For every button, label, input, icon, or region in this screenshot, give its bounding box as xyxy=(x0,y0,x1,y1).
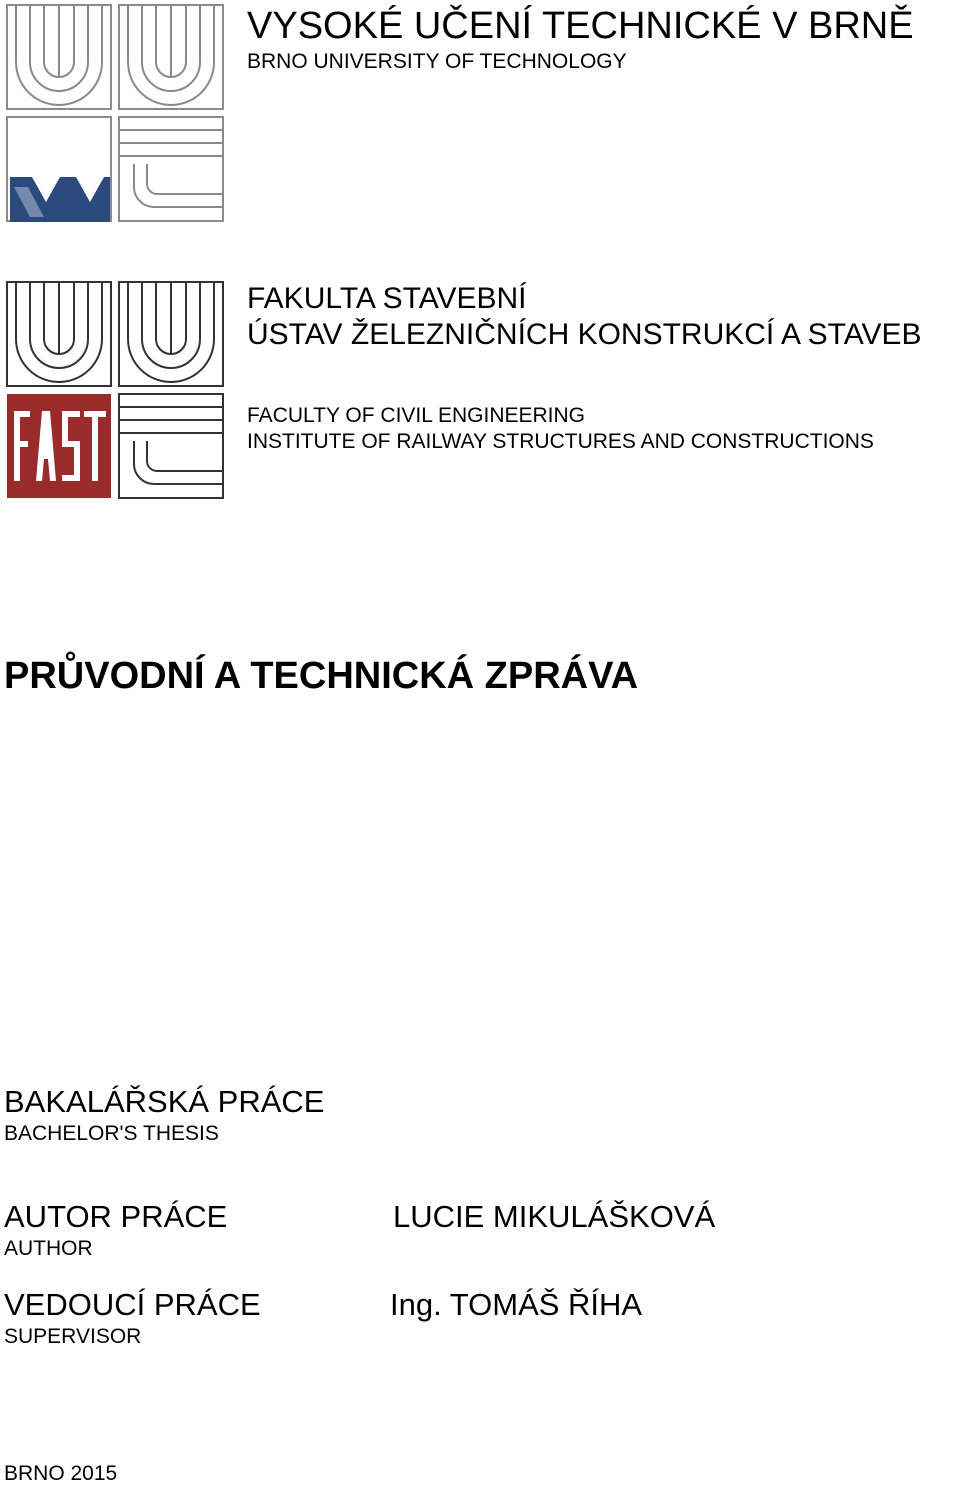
place-year: BRNO 2015 xyxy=(4,1462,118,1485)
vut-logo-icon xyxy=(4,2,228,226)
document-title: PRŮVODNÍ A TECHNICKÁ ZPRÁVA xyxy=(4,655,639,697)
institute-name-en: INSTITUTE OF RAILWAY STRUCTURES AND CONSTRUCTIONS xyxy=(247,430,874,453)
faculty-name-en: FACULTY OF CIVIL ENGINEERING xyxy=(247,404,586,427)
university-name-cz: VYSOKÉ UČENÍ TECHNICKÉ V BRNĚ xyxy=(247,5,914,47)
supervisor-label-en: SUPERVISOR xyxy=(4,1325,142,1348)
institute-name-cz: ÚSTAV ŽELEZNIČNÍCH KONSTRUKCÍ A STAVEB xyxy=(247,318,922,351)
fast-logo-icon xyxy=(4,279,228,503)
author-label-en: AUTHOR xyxy=(4,1237,93,1260)
supervisor-label-cz: VEDOUCÍ PRÁCE xyxy=(4,1287,261,1322)
thesis-type-en: BACHELOR'S THESIS xyxy=(4,1122,219,1145)
author-label-cz: AUTOR PRÁCE xyxy=(4,1199,228,1234)
university-name-en: BRNO UNIVERSITY OF TECHNOLOGY xyxy=(247,50,627,73)
author-name: LUCIE MIKULÁŠKOVÁ xyxy=(393,1199,716,1234)
supervisor-name: Ing. TOMÁŠ ŘÍHA xyxy=(390,1287,643,1322)
faculty-name-cz: FAKULTA STAVEBNÍ xyxy=(247,282,527,315)
thesis-type-cz: BAKALÁŘSKÁ PRÁCE xyxy=(4,1084,325,1119)
